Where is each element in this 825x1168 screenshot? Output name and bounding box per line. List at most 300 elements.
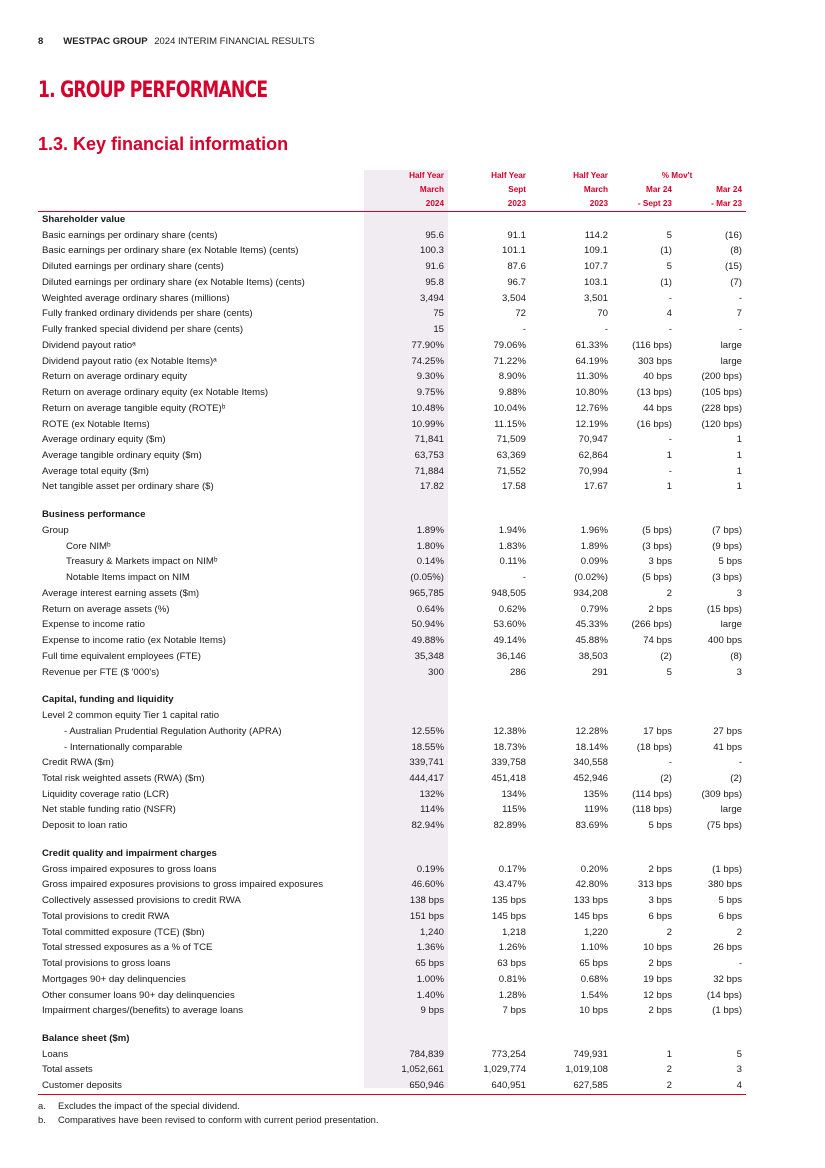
row-label: Average ordinary equity ($m) — [42, 434, 166, 446]
value-mov-vs-sep23: 303 bps — [637, 355, 672, 367]
value-hy-mar23: 10 bps — [579, 1005, 608, 1017]
value-mov-vs-mar23: large — [720, 804, 743, 816]
col-header-hy-mar23-line1: Half Year — [573, 171, 608, 180]
value-mov-vs-mar23: 3 — [736, 666, 743, 678]
value-mov-vs-mar23: 7 — [736, 308, 743, 320]
value-mov-vs-mar23: (1 bps) — [712, 863, 743, 875]
header-doc-title: 2024 INTERIM FINANCIAL RESULTS — [154, 36, 315, 47]
row-label: Net tangible asset per ordinary share ($) — [42, 481, 214, 493]
value-hy-mar24: 784,839 — [409, 1048, 444, 1060]
value-hy-mar23: 934,208 — [573, 587, 608, 599]
row-label: Total provisions to gross loans — [42, 958, 171, 970]
value-mov-vs-mar23: large — [720, 339, 743, 351]
value-mov-vs-mar23: 1 — [736, 481, 743, 493]
value-mov-vs-sep23 — [612, 708, 676, 724]
value-hy-sep23: 101.1 — [501, 245, 526, 257]
footnote-key: a. — [38, 1100, 46, 1111]
row-label: Gross impaired exposures to gross loans — [42, 863, 217, 875]
value-hy-mar24: 0.64% — [416, 603, 444, 615]
value-hy-mar24 — [364, 708, 448, 724]
section-row — [38, 507, 746, 523]
value-mov-vs-mar23: (120 bps) — [701, 418, 743, 430]
value-hy-mar23: 119% — [584, 804, 608, 816]
row-label: Average total equity ($m) — [42, 465, 150, 477]
table-row — [38, 665, 746, 681]
value-hy-mar23: 10.80% — [575, 387, 608, 399]
value-hy-mar23: 0.20% — [580, 863, 608, 875]
table-row — [38, 354, 746, 370]
row-label: Return on average tangible equity (ROTE)ᵇ — [42, 402, 226, 414]
value-mov-vs-sep23: (118 bps) — [632, 804, 672, 816]
value-hy-mar23: (0.02%) — [574, 572, 608, 584]
table-row — [38, 724, 746, 740]
section-row — [38, 692, 746, 708]
value-hy-sep23: 10.04% — [493, 402, 526, 414]
row-label: Revenue per FTE ($ '000's) — [42, 666, 160, 678]
row-label: Impairment charges/(benefits) to average loans — [42, 1005, 244, 1017]
row-label: Fully franked special dividend per share (cents) — [42, 324, 244, 336]
value-hy-mar24: 9.75% — [416, 387, 444, 399]
value-mov-vs-mar23: (9 bps) — [712, 540, 743, 552]
table-row — [38, 523, 746, 539]
value-mov-vs-mar23: (309 bps) — [701, 788, 743, 800]
row-label: Total assets — [42, 1064, 93, 1076]
table-row — [38, 940, 746, 956]
col-header-mov-sept-line1: Mar 24 — [646, 185, 672, 194]
value-hy-mar24: 114% — [420, 804, 444, 816]
value-hy-sep23: 17.58 — [501, 481, 526, 493]
table-row — [38, 862, 746, 878]
value-hy-mar24: 65 bps — [415, 958, 444, 970]
value-hy-mar23: 61.33% — [575, 339, 608, 351]
value-hy-sep23: 12.38% — [493, 725, 526, 737]
value-mov-vs-sep23: 19 bps — [643, 973, 672, 985]
value-hy-sep23: 11.15% — [494, 418, 526, 430]
value-hy-sep23: 49.14% — [493, 635, 526, 647]
value-mov-vs-sep23: 4 — [666, 308, 672, 320]
value-mov-vs-sep23: 2 — [666, 587, 672, 599]
col-header-hy-sep23-line2: Sept — [508, 185, 526, 194]
value-mov-vs-sep23: (114 bps) — [632, 788, 672, 800]
table-row — [38, 617, 746, 633]
value-hy-mar24: 339,741 — [409, 757, 444, 769]
value-hy-mar24: 1,052,661 — [401, 1064, 444, 1076]
value-hy-mar23: 42.80% — [575, 879, 608, 891]
col-header-mov-sept-line2: - Sept 23 — [612, 197, 676, 212]
value-hy-sep23: 1,218 — [501, 926, 526, 938]
value-mov-vs-sep23: (5 bps) — [642, 524, 672, 536]
value-mov-vs-sep23: 2 — [666, 1064, 672, 1076]
table-row — [38, 554, 746, 570]
value-hy-mar24: 91.6 — [425, 261, 444, 273]
value-mov-vs-mar23: 5 bps — [718, 556, 743, 568]
section-heading: Business performance — [42, 509, 146, 521]
value-hy-sep23: 71.22% — [493, 355, 526, 367]
value-hy-sep23: 71,552 — [496, 465, 526, 477]
row-label: Treasury & Markets impact on NIMᵇ — [66, 556, 218, 568]
table-row — [38, 539, 746, 555]
table-row — [38, 633, 746, 649]
value-hy-mar24: 132% — [419, 788, 444, 800]
row-label: Diluted earnings per ordinary share (ex Notable Items) (cents) — [42, 276, 305, 288]
value-hy-mar23: 1,019,108 — [565, 1064, 608, 1076]
value-hy-mar23: 70 — [597, 308, 608, 320]
value-hy-mar23: 103.1 — [583, 276, 608, 288]
value-mov-vs-mar23: (105 bps) — [701, 387, 743, 399]
value-mov-vs-sep23: 40 bps — [643, 371, 672, 383]
value-mov-vs-mar23: 1 — [736, 450, 743, 462]
value-hy-sep23: 0.81% — [498, 973, 526, 985]
value-mov-vs-mar23: (8) — [730, 650, 743, 662]
value-mov-vs-sep23: 74 bps — [643, 635, 672, 647]
value-mov-vs-sep23: 2 bps — [648, 863, 672, 875]
value-hy-mar23: 1.89% — [580, 540, 608, 552]
value-hy-mar24: 71,884 — [414, 465, 444, 477]
value-mov-vs-mar23: (2) — [730, 772, 743, 784]
value-hy-mar23: 64.19% — [575, 355, 608, 367]
table-row — [38, 602, 746, 618]
value-mov-vs-sep23: 44 bps — [643, 402, 672, 414]
value-hy-mar24: 35,348 — [414, 650, 444, 662]
value-hy-mar23: 107.7 — [583, 261, 608, 273]
value-hy-mar24: 9.30% — [416, 371, 444, 383]
value-hy-sep23: 8.90% — [498, 371, 526, 383]
value-hy-sep23: - — [522, 324, 526, 336]
value-mov-vs-sep23: (1) — [660, 245, 672, 257]
value-hy-mar23: 1.54% — [580, 989, 608, 1001]
value-mov-vs-sep23: 6 bps — [648, 910, 672, 922]
col-header-mov-mar-line1: Mar 24 — [716, 185, 743, 194]
value-mov-vs-mar23: 380 bps — [707, 879, 743, 891]
value-mov-vs-sep23: 1 — [666, 481, 672, 493]
value-hy-sep23: 18.73% — [493, 741, 526, 753]
value-hy-sep23: 0.17% — [498, 863, 526, 875]
row-label: Net stable funding ratio (NSFR) — [42, 804, 176, 816]
row-label: - Australian Prudential Regulation Authority (APRA) — [64, 725, 282, 737]
value-mov-vs-mar23: 32 bps — [713, 973, 743, 985]
row-label: Basic earnings per ordinary share (ex Notable Items) (cents) — [42, 245, 299, 257]
value-hy-mar23 — [530, 708, 612, 724]
section-title: 1. GROUP PERFORMANCE — [38, 78, 268, 103]
value-mov-vs-sep23: - — [668, 757, 672, 769]
table-row — [38, 369, 746, 385]
value-mov-vs-sep23: 3 bps — [648, 895, 672, 907]
value-hy-mar24: 1.00% — [416, 973, 444, 985]
value-hy-mar23: - — [604, 324, 608, 336]
value-hy-mar24: 100.3 — [419, 245, 444, 257]
value-mov-vs-mar23: 1 — [736, 465, 743, 477]
value-hy-sep23: 134% — [501, 788, 526, 800]
value-hy-sep23: 36,146 — [496, 650, 526, 662]
value-hy-sep23: 1.28% — [498, 989, 526, 1001]
value-hy-mar23: 12.19% — [575, 418, 608, 430]
value-hy-mar24: 1,240 — [419, 926, 444, 938]
table-row — [38, 586, 746, 602]
col-header-hy-mar24-line2: March — [419, 185, 444, 194]
value-hy-mar24: 82.94% — [411, 820, 444, 832]
value-mov-vs-mar23: - — [738, 292, 743, 304]
table-row — [38, 479, 746, 495]
row-label: Level 2 common equity Tier 1 capital ratio — [42, 710, 220, 722]
value-hy-sep23: 82.89% — [493, 820, 526, 832]
value-mov-vs-mar23: (7 bps) — [712, 524, 743, 536]
value-hy-mar23: 12.28% — [575, 725, 608, 737]
table-row — [38, 787, 746, 803]
value-mov-vs-sep23: 2 bps — [648, 958, 672, 970]
value-hy-mar23: 65 bps — [579, 958, 608, 970]
value-mov-vs-mar23: 1 — [736, 434, 743, 446]
value-hy-mar23: 1,220 — [583, 926, 608, 938]
value-hy-mar24: 50.94% — [411, 619, 444, 631]
value-hy-sep23: 145 bps — [491, 910, 526, 922]
value-hy-sep23: 91.1 — [507, 229, 526, 241]
value-mov-vs-sep23: 313 bps — [637, 879, 672, 891]
row-label: Other consumer loans 90+ day delinquencies — [42, 989, 235, 1001]
row-label: Notable Items impact on NIM — [66, 572, 190, 584]
value-hy-mar23: 135% — [583, 788, 608, 800]
spacer-row — [38, 680, 746, 692]
row-label: Gross impaired exposures provisions to gross impaired exposures — [42, 879, 324, 891]
value-mov-vs-mar23: (75 bps) — [706, 820, 743, 832]
section-row — [38, 846, 746, 862]
value-hy-mar24: 444,417 — [409, 772, 444, 784]
col-header-hy-mar24-line3: 2024 — [364, 197, 448, 212]
value-hy-mar23: 145 bps — [573, 910, 608, 922]
value-hy-sep23: 53.60% — [493, 619, 526, 631]
row-label: - Internationally comparable — [64, 741, 183, 753]
table-row — [38, 802, 746, 818]
col-header-hy-mar23-line2: March — [583, 185, 608, 194]
value-hy-mar23: 17.67 — [583, 481, 608, 493]
row-label: Average interest earning assets ($m) — [42, 587, 200, 599]
value-hy-mar23: 12.76% — [575, 402, 608, 414]
value-hy-sep23: 135 bps — [491, 895, 526, 907]
value-hy-sep23: 286 — [509, 666, 526, 678]
value-mov-vs-sep23: (2) — [660, 772, 672, 784]
col-header-movement: % Mov't — [661, 171, 693, 180]
table-row — [38, 649, 746, 665]
value-mov-vs-mar23: 41 bps — [713, 741, 743, 753]
value-hy-sep23: 7 bps — [502, 1005, 526, 1017]
row-label: Full time equivalent employees (FTE) — [42, 650, 201, 662]
footnote-text: Comparatives have been revised to conform with current period presentation. — [58, 1114, 379, 1125]
row-label: Group — [42, 524, 69, 536]
value-hy-mar24: 71,841 — [414, 434, 444, 446]
row-label: Return on average assets (%) — [42, 603, 170, 615]
value-hy-mar23: 18.14% — [575, 741, 608, 753]
table-row — [38, 893, 746, 909]
table-row — [38, 708, 746, 724]
row-label: Core NIMᵇ — [66, 540, 111, 552]
key-financial-table-wrap — [38, 169, 746, 1095]
value-mov-vs-mar23: - — [738, 324, 743, 336]
row-label: Total provisions to credit RWA — [42, 910, 170, 922]
value-mov-vs-sep23: 17 bps — [643, 725, 672, 737]
col-header-hy-mar23-line3: 2023 — [530, 197, 612, 212]
value-mov-vs-sep23: (266 bps) — [631, 619, 672, 631]
value-mov-vs-mar23 — [676, 708, 746, 724]
table-header — [38, 169, 746, 212]
footnote-key: b. — [38, 1114, 46, 1125]
footnote-text: Excludes the impact of the special dividend. — [58, 1100, 240, 1111]
row-label: Customer deposits — [38, 1078, 364, 1094]
col-header-hy-sep23-line1: Half Year — [491, 171, 526, 180]
value-mov-vs-mar23: - — [738, 958, 743, 970]
table-row — [38, 228, 746, 244]
row-label: Credit RWA ($m) — [42, 757, 114, 769]
value-hy-mar24: 17.82 — [419, 481, 444, 493]
value-mov-vs-sep23: - — [668, 324, 672, 336]
value-hy-mar24: 95.6 — [425, 229, 444, 241]
table-row — [38, 306, 746, 322]
value-mov-vs-sep23: 5 — [666, 666, 672, 678]
table-row — [38, 956, 746, 972]
table-row — [38, 988, 746, 1004]
page-header — [38, 36, 315, 47]
footnote-b — [38, 1113, 378, 1127]
row-label: Liquidity coverage ratio (LCR) — [42, 788, 169, 800]
value-hy-mar24: 1.36% — [416, 942, 444, 954]
table-row — [38, 464, 746, 480]
value-mov-vs-sep23: 5 — [666, 229, 672, 241]
value-mov-vs-sep23: 10 bps — [643, 942, 672, 954]
value-hy-mar24: 77.90% — [411, 339, 444, 351]
value-hy-sep23: 79.06% — [493, 339, 526, 351]
table-row — [38, 740, 746, 756]
value-hy-mar24: 0.19% — [416, 863, 444, 875]
value-mov-vs-mar23: 26 bps — [713, 942, 743, 954]
row-label: Expense to income ratio — [42, 619, 145, 631]
table-row — [38, 1078, 746, 1094]
value-hy-mar24: 75 — [433, 308, 444, 320]
value-mov-vs-mar23: (200 bps) — [701, 371, 743, 383]
value-mov-vs-mar23: large — [720, 355, 743, 367]
value-hy-mar24: 10.99% — [411, 418, 444, 430]
value-hy-mar24: 95.8 — [425, 276, 444, 288]
value-hy-mar23: 38,503 — [578, 650, 608, 662]
table-row — [38, 448, 746, 464]
value-hy-mar24: 0.14% — [416, 556, 444, 568]
value-hy-mar24: 49.88% — [411, 635, 444, 647]
value-mov-vs-mar23: (7) — [730, 276, 743, 288]
value-hy-mar23: 83.69% — [575, 820, 608, 832]
value-hy-sep23: 87.6 — [507, 261, 526, 273]
spacer-row — [38, 1019, 746, 1031]
value-hy-mar23: 0.79% — [580, 603, 608, 615]
value-hy-mar23: 340,558 — [573, 757, 608, 769]
value-mov-vs-sep23: 2 bps — [648, 1005, 672, 1017]
value-hy-sep23: 1.94% — [498, 524, 526, 536]
table-row — [38, 877, 746, 893]
col-header-mov-mar-line2: - Mar 23 — [676, 197, 746, 212]
row-label: Total committed exposure (TCE) ($bn) — [42, 926, 205, 938]
value-mov-vs-sep23: (1) — [660, 276, 672, 288]
value-hy-sep23: 63,369 — [496, 450, 526, 462]
section-heading: Credit quality and impairment charges — [42, 847, 217, 859]
row-label: Expense to income ratio (ex Notable Items) — [42, 635, 226, 647]
value-hy-sep23: 3,504 — [501, 292, 526, 304]
row-label: Dividend payout ratioᵃ — [42, 339, 136, 351]
table-row — [38, 259, 746, 275]
value-mov-vs-sep23: 1 — [666, 450, 672, 462]
value-hy-sep23: 96.7 — [507, 276, 526, 288]
value-mov-vs-mar23: 3 — [736, 1064, 743, 1076]
value-hy-mar23: 70,947 — [578, 434, 608, 446]
value-hy-mar24: 15 — [433, 324, 444, 336]
value-hy-mar23: 452,946 — [573, 772, 608, 784]
value-hy-mar24: 46.60% — [411, 879, 444, 891]
section-row — [38, 212, 746, 228]
value-mov-vs-sep23: (3 bps) — [642, 540, 672, 552]
value-hy-sep23: 72 — [515, 308, 526, 320]
value-hy-mar23: 627,585 — [530, 1078, 612, 1094]
header-group: WESTPAC GROUP — [63, 36, 148, 47]
subsection-title: 1.3. Key financial information — [38, 134, 289, 154]
table-row — [38, 432, 746, 448]
value-mov-vs-sep23: - — [668, 292, 672, 304]
value-mov-vs-mar23: large — [720, 619, 743, 631]
table-row — [38, 275, 746, 291]
row-label: Weighted average ordinary shares (millions) — [42, 292, 230, 304]
table-row — [38, 1003, 746, 1019]
value-hy-mar23: 114.2 — [584, 229, 608, 241]
value-mov-vs-sep23: - — [668, 465, 672, 477]
value-hy-sep23: 1,029,774 — [483, 1064, 526, 1076]
value-hy-mar24: 18.55% — [411, 741, 444, 753]
table-row — [38, 401, 746, 417]
value-hy-mar24: 12.55% — [411, 725, 444, 737]
value-hy-sep23: 640,951 — [448, 1078, 530, 1094]
value-hy-sep23: - — [522, 572, 526, 584]
value-mov-vs-mar23: - — [738, 757, 743, 769]
table-row — [38, 322, 746, 338]
table-row — [38, 972, 746, 988]
value-hy-sep23: 1.83% — [498, 540, 526, 552]
value-hy-mar24: 63,753 — [414, 450, 444, 462]
value-mov-vs-sep23: 5 — [666, 261, 672, 273]
value-hy-sep23: 71,509 — [496, 434, 526, 446]
value-hy-sep23: 339,758 — [491, 757, 526, 769]
value-hy-sep23: 63 bps — [497, 958, 526, 970]
value-mov-vs-sep23: (5 bps) — [642, 572, 672, 584]
value-hy-mar24: 3,494 — [419, 292, 444, 304]
value-mov-vs-sep23: 3 bps — [648, 556, 672, 568]
value-hy-sep23: 0.11% — [499, 556, 526, 568]
row-label: Fully franked ordinary dividends per share (cents) — [42, 308, 253, 320]
value-mov-vs-mar23: (228 bps) — [701, 402, 743, 414]
row-label: ROTE (ex Notable Items) — [42, 418, 150, 430]
value-hy-mar24: 1.80% — [416, 540, 444, 552]
page-number: 8 — [38, 36, 44, 47]
value-hy-mar23: 0.68% — [580, 973, 608, 985]
value-mov-vs-sep23: (18 bps) — [636, 741, 672, 753]
value-hy-mar24: 650,946 — [364, 1078, 448, 1094]
value-hy-sep23: 948,505 — [491, 587, 526, 599]
row-label: Total risk weighted assets (RWA) ($m) — [42, 772, 205, 784]
value-hy-mar23: 70,994 — [578, 465, 608, 477]
col-header-hy-sep23-line3: 2023 — [448, 197, 530, 212]
table-row — [38, 417, 746, 433]
value-mov-vs-mar23: 3 — [736, 587, 743, 599]
row-label: Basic earnings per ordinary share (cents) — [42, 229, 218, 241]
value-hy-mar23: 133 bps — [573, 895, 608, 907]
row-label: Total stressed exposures as a % of TCE — [42, 942, 213, 954]
col-header-hy-mar24-line1: Half Year — [409, 171, 444, 180]
value-mov-vs-mar23: 5 — [736, 1048, 743, 1060]
value-mov-vs-sep23: 1 — [666, 1048, 672, 1060]
value-hy-mar24: 138 bps — [409, 895, 444, 907]
value-hy-mar23: 749,931 — [573, 1048, 608, 1060]
